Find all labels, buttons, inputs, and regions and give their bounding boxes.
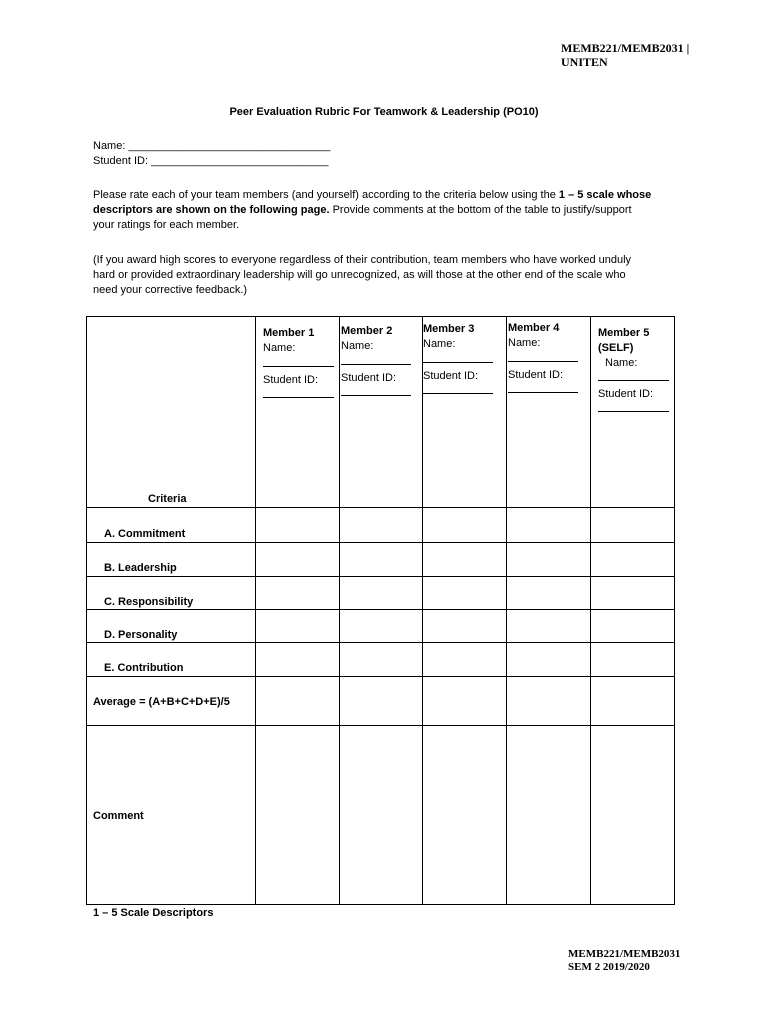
member-5-name-label: Name: [605,357,638,369]
member-3-title: Member 3 [423,323,475,335]
member-3-name-blank[interactable] [423,352,493,363]
scale-caption: 1 – 5 Scale Descriptors [93,907,214,919]
column-divider [422,316,423,905]
member-2-header [341,324,411,401]
member-1-name-label: Name: [263,342,296,354]
member-1-name-blank[interactable] [263,356,334,367]
page-footer [568,948,748,974]
university-name: UNITEN [561,55,608,69]
table-border-left [86,316,87,905]
column-divider [506,316,507,905]
member-3-sid-label: Student ID: [423,370,479,382]
scoring-note-paragraph: (If you award high scores to everyone regardless of their contribution, team members who have worked unduly hard or provided extraordinary leadership will go unrecognized, as will those at the other end of the scale who need your corrective feedback.) [93,254,632,296]
column-divider [590,316,591,905]
member-2-name-label: Name: [341,340,374,352]
member-4-name-label: Name: [508,337,541,349]
column-divider [339,316,340,905]
name-label: Name: [93,140,126,152]
member-4-sid-blank[interactable] [508,384,578,393]
instructions-paragraph [93,188,653,233]
member-1-sid-label: Student ID: [263,374,319,386]
member-2-name-blank[interactable] [341,354,411,365]
criteria-row-label: C. Responsibility [104,596,194,608]
member-4-title: Member 4 [508,322,560,334]
member-4-name-blank[interactable] [508,351,578,362]
course-header [561,41,741,69]
criteria-row-label: E. Contribution [104,662,184,674]
member-5-name-blank[interactable] [598,372,669,381]
member-5-title: Member 5 [598,327,650,339]
course-code: MEMB221/MEMB2031 | [561,41,690,55]
member-5-sid-blank[interactable] [598,402,669,412]
row-divider [86,576,675,577]
footer-semester: SEM 2 2019/2020 [568,961,650,973]
row-divider [86,507,675,508]
criteria-row-label: A. Commitment [104,528,186,540]
document-title: Peer Evaluation Rubric For Teamwork & Leadership (PO10) [229,106,539,118]
table-border-top [86,316,675,317]
criteria-row-label: D. Personality [104,629,178,641]
student-id-label: Student ID: [93,155,149,167]
member-4-header [508,321,578,398]
member-2-sid-blank[interactable] [341,387,411,396]
student-id-blank[interactable]: _____________________________ [151,155,329,167]
column-divider [255,316,256,905]
comment-row-label: Comment [93,810,144,822]
member-4-sid-label: Student ID: [508,369,564,381]
criteria-header: Criteria [148,493,187,505]
member-1-sid-blank[interactable] [263,389,334,398]
member-3-sid-blank[interactable] [423,385,493,394]
name-blank[interactable]: _________________________________ [128,140,331,152]
table-border-right [674,316,675,905]
instructions-text-bold: 1 – 5 scale whose descriptors are shown on the following page. [93,189,652,216]
member-3-name-label: Name: [423,338,456,350]
criteria-row-label: B. Leadership [104,562,177,574]
member-1-title: Member 1 [263,327,315,339]
member-2-sid-label: Student ID: [341,372,397,384]
member-5-sid-label: Student ID: [598,388,654,400]
member-2-title: Member 2 [341,325,393,337]
member-1-header [263,326,334,403]
instructions-text-a: Please rate each of your team members (and yourself) according to the criteria below using the [93,189,559,201]
row-divider [86,542,675,543]
instructions-text-c: Provide comments at the bottom of the table to justify/support your ratings for each member. [93,204,632,231]
member-5-header [598,326,669,417]
row-divider [86,725,675,726]
row-divider [86,676,675,677]
member-5-self-tag: (SELF) [598,342,634,354]
average-row-label: Average = (A+B+C+D+E)/5 [93,696,230,708]
name-field-row [93,139,330,154]
student-id-field-row [93,154,329,169]
footer-course-code: MEMB221/MEMB2031 [568,948,681,960]
table-border-bottom [86,904,675,905]
member-3-header [423,322,493,399]
